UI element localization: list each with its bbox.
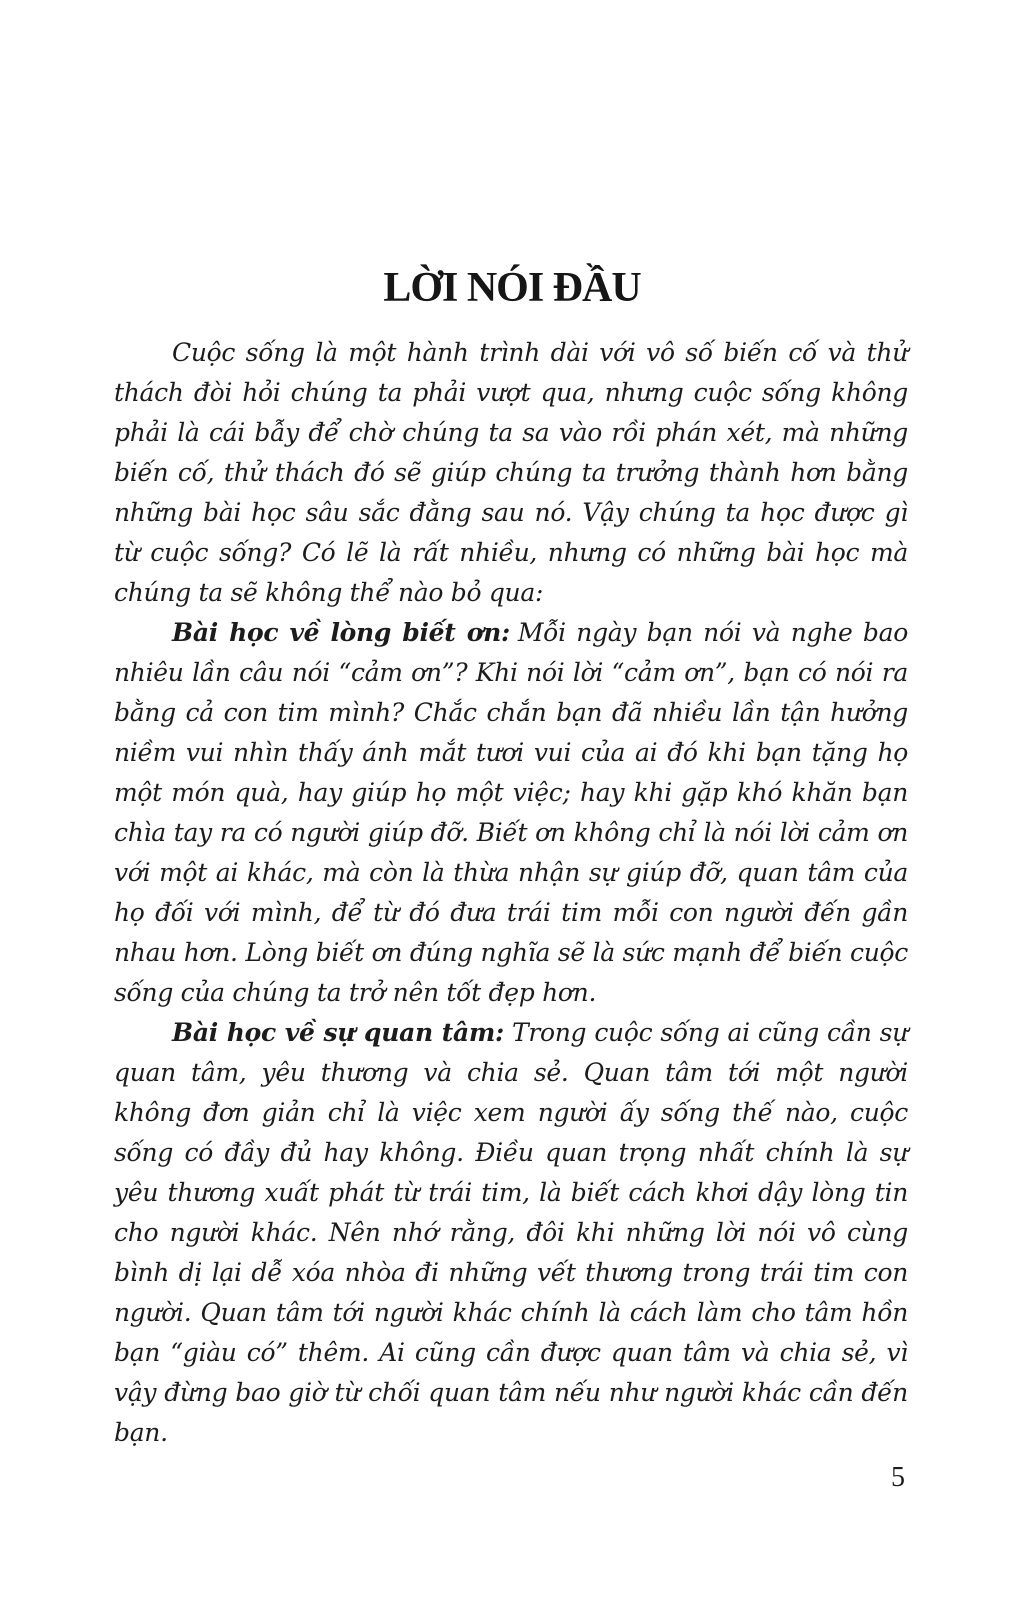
- paragraph-lead: Bài học về sự quan tâm:: [172, 1018, 504, 1047]
- paragraph-lead: Bài học về lòng biết ơn:: [172, 618, 510, 647]
- paragraph-text: Trong cuộc sống ai cũng cần sự quan tâm, yêu thương và chia sẻ. Quan tâm tới một người không đơn giản chỉ là việc xem người ấy sống thế nào, cuộc sống có đầy đủ hay không. Điều quan trọng nhất chính là sự yêu thương xuất phát từ trái tim, là biết cách khơi dậy lòng tin cho người khác. Nên nhớ rằng, đôi khi những lời nói vô cùng bình dị lại dễ xóa nhòa đi những vết thương trong trái tim con người. Quan tâm tới người khác chính là cách làm cho tâm hồn bạn “giàu có” thêm. Ai cũng cần được quan tâm và chia sẻ, vì vậy đừng bao giờ từ chối quan tâm nếu như người khác cần đến bạn.: [114, 1018, 908, 1447]
- paragraph-gratitude: [114, 613, 908, 1013]
- paragraph-intro: [114, 333, 908, 613]
- paragraph-text: Cuộc sống là một hành trình dài với vô số biến cố và thử thách đòi hỏi chúng ta phải vượt qua, nhưng cuộc sống không phải là cái bẫy để chờ chúng ta sa vào rồi phán xét, mà những biến cố, thử thách đó sẽ giúp chúng ta trưởng thành hơn bằng những bài học sâu sắc đằng sau nó. Vậy chúng ta học được gì từ cuộc sống? Có lẽ là rất nhiều, nhưng có những bài học mà chúng ta sẽ không thể nào bỏ qua:: [114, 338, 908, 607]
- page-number: 5: [891, 1462, 905, 1493]
- paragraph-caring: [114, 1013, 908, 1453]
- page-title: LỜI NÓI ĐẦU: [383, 265, 641, 312]
- paragraph-text: Mỗi ngày bạn nói và nghe bao nhiêu lần câu nói “cảm ơn”? Khi nói lời “cảm ơn”, bạn có nói ra bằng cả con tim mình? Chắc chắn bạn đã nhiều lần tận hưởng niềm vui nhìn thấy ánh mắt tươi vui của ai đó khi bạn tặng họ một món quà, hay giúp họ một việc; hay khi gặp khó khăn bạn chìa tay ra có người giúp đỡ. Biết ơn không chỉ là nói lời cảm ơn với một ai khác, mà còn là thừa nhận sự giúp đỡ, quan tâm của họ đối với mình, để từ đó đưa trái tim mỗi con người đến gần nhau hơn. Lòng biết ơn đúng nghĩa sẽ là sức mạnh để biến cuộc sống của chúng ta trở nên tốt đẹp hơn.: [114, 618, 908, 1007]
- page-body: [114, 333, 908, 1453]
